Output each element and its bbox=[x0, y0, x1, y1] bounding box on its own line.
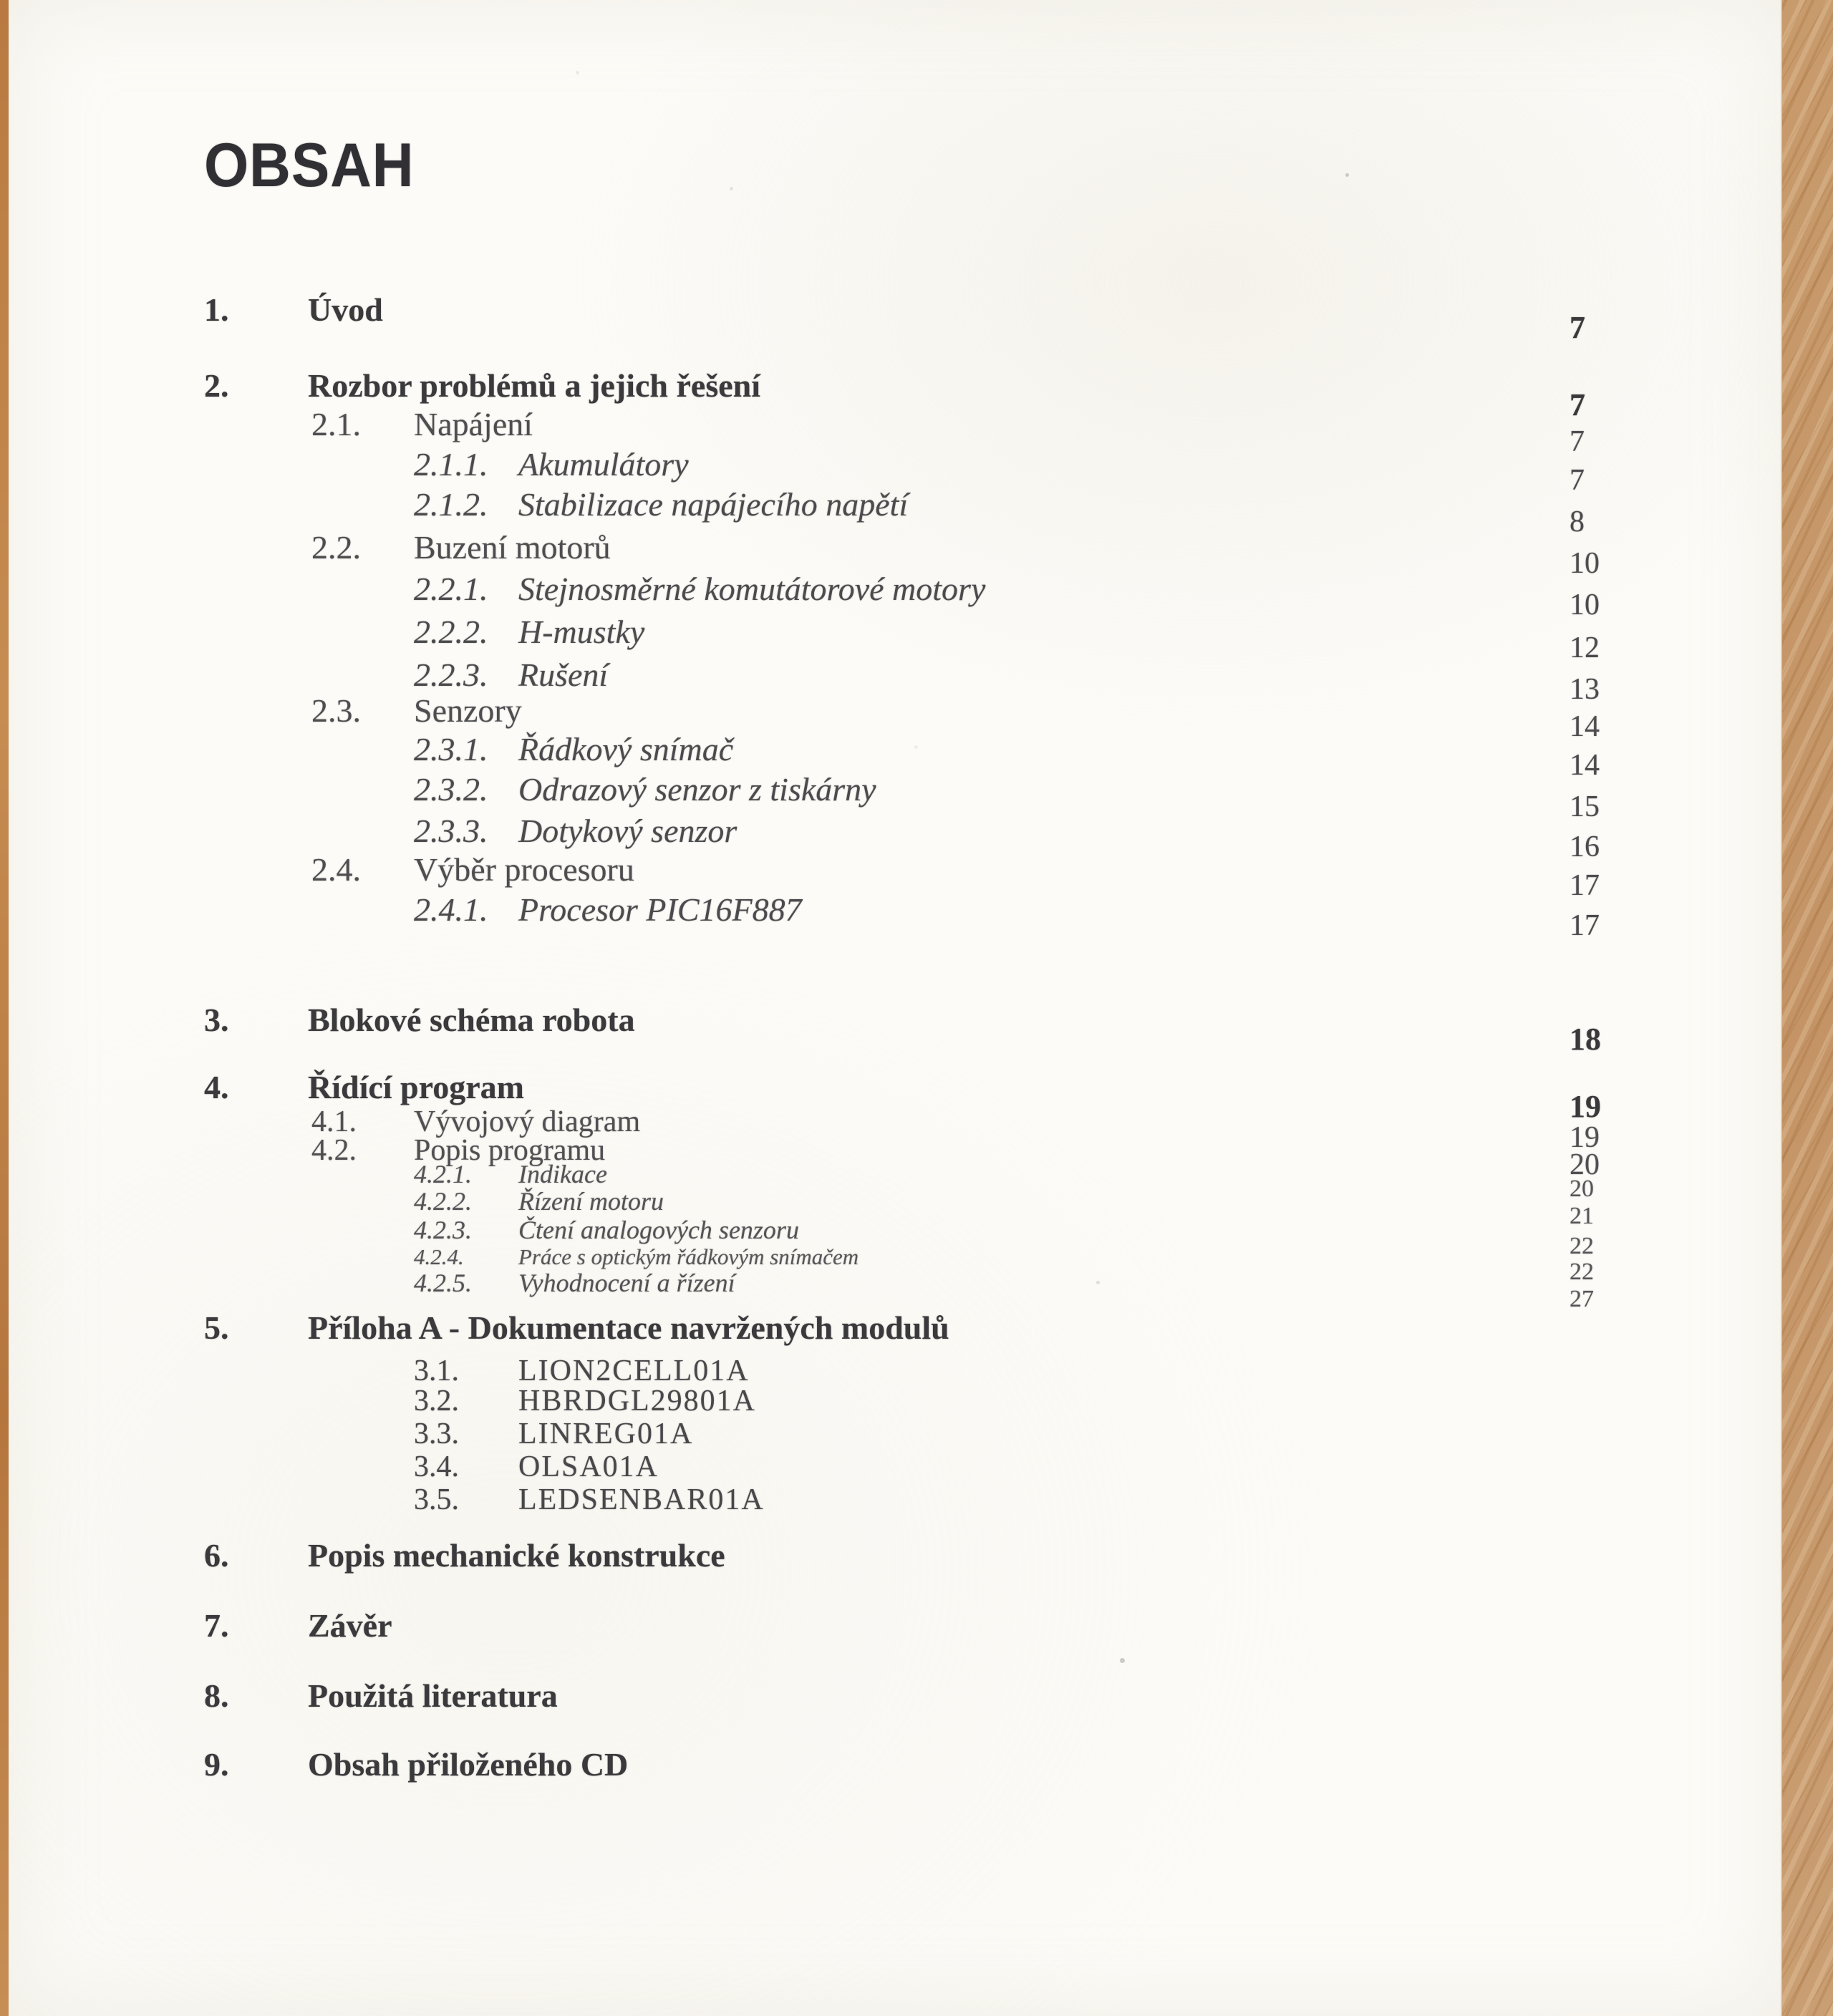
toc-entry-label: Práce s optickým řádkovým snímačem bbox=[518, 1244, 859, 1269]
toc-entry-label: Použitá literatura bbox=[308, 1677, 558, 1714]
toc-entry-page: 13 bbox=[1570, 673, 1600, 706]
toc-entry-number: 2.1.2. bbox=[414, 486, 488, 523]
toc-entry-page: 19 bbox=[1570, 1121, 1600, 1154]
toc-entry-label: Závěr bbox=[308, 1607, 392, 1644]
toc-entry-number: 2.2. bbox=[311, 529, 361, 566]
toc-entry-number: 4.2. bbox=[311, 1134, 357, 1167]
toc-entry-page: 17 bbox=[1570, 869, 1600, 902]
toc-entry-number: 9. bbox=[204, 1746, 229, 1783]
toc-entry-label: Akumulátory bbox=[518, 446, 689, 483]
toc-entry-label: Řádkový snímač bbox=[518, 731, 734, 767]
toc-entry-label: LION2CELL01A bbox=[518, 1354, 750, 1387]
toc-entry-page: 10 bbox=[1570, 547, 1600, 580]
toc-entry-number: 3.1. bbox=[414, 1354, 459, 1387]
toc-entry-number: 4.1. bbox=[311, 1105, 357, 1138]
page-title: OBSAH bbox=[204, 131, 415, 200]
toc-entry-label: LINREG01A bbox=[518, 1418, 694, 1450]
toc-entry-number: 4.2.4. bbox=[414, 1244, 464, 1269]
toc-entry-page: 20 bbox=[1570, 1148, 1600, 1181]
toc-entry-page: 7 bbox=[1570, 310, 1585, 345]
toc-entry-label: Obsah přiloženého CD bbox=[308, 1746, 629, 1783]
toc-entry-number: 2.1. bbox=[311, 406, 361, 442]
toc-entry-number: 4.2.5. bbox=[414, 1269, 472, 1297]
toc-entry-label: Výběr procesoru bbox=[414, 851, 634, 888]
toc-entry-number: 2.2.2. bbox=[414, 614, 488, 650]
toc-entry-number: 4.2.1. bbox=[414, 1160, 472, 1188]
toc-entry-page: 17 bbox=[1570, 909, 1600, 942]
toc-entry-page: 27 bbox=[1570, 1286, 1594, 1312]
toc-entry-number: 4.2.2. bbox=[414, 1187, 472, 1216]
toc-entry-label: Úvod bbox=[308, 291, 383, 328]
toc-entry-page: 19 bbox=[1570, 1089, 1601, 1124]
toc-entry-number: 4. bbox=[204, 1069, 229, 1105]
toc-entry-page: 14 bbox=[1570, 749, 1600, 782]
toc-entry-label: LEDSENBAR01A bbox=[518, 1483, 765, 1516]
toc-entry-page: 10 bbox=[1570, 588, 1600, 621]
toc-entry-label: Vývojový diagram bbox=[414, 1105, 641, 1138]
toc-entry-label: Rozbor problémů a jejich řešení bbox=[308, 367, 761, 404]
toc-entry-label: Příloha A - Dokumentace navržených modulů bbox=[308, 1309, 949, 1346]
toc-entry-label: HBRDGL29801A bbox=[518, 1385, 757, 1418]
toc-entry-number: 2.2.3. bbox=[414, 656, 488, 693]
toc-entry-label: Blokové schéma robota bbox=[308, 1002, 635, 1038]
toc-entry-number: 8. bbox=[204, 1677, 229, 1714]
toc-entry-page: 7 bbox=[1570, 464, 1585, 497]
toc-entry-number: 2.3.2. bbox=[414, 771, 488, 808]
toc-entry-page: 22 bbox=[1570, 1233, 1594, 1259]
toc-entry-number: 2.1.1. bbox=[414, 446, 488, 483]
toc-entry-label: OLSA01A bbox=[518, 1450, 659, 1483]
toc-entry-label: Popis programu bbox=[414, 1134, 606, 1167]
toc-entry-page: 7 bbox=[1570, 425, 1585, 458]
toc-entry-number: 4.2.3. bbox=[414, 1216, 472, 1244]
toc-entry-label: Buzení motorů bbox=[414, 529, 611, 566]
toc-entry-number: 2.4. bbox=[311, 851, 361, 888]
toc-entry-label: Vyhodnocení a řízení bbox=[518, 1269, 735, 1297]
toc-entry-page: 18 bbox=[1570, 1022, 1601, 1057]
toc-entry-number: 7. bbox=[204, 1607, 229, 1644]
toc-entry-page: 20 bbox=[1570, 1176, 1594, 1202]
toc-entry-number: 3. bbox=[204, 1002, 229, 1038]
toc-entry-label: Stejnosměrné komutátorové motory bbox=[518, 571, 986, 607]
toc-entry-label: Odrazový senzor z tiskárny bbox=[518, 771, 876, 808]
toc-entry-page: 7 bbox=[1570, 387, 1585, 422]
toc-entry-page: 16 bbox=[1570, 830, 1600, 863]
toc-entry-label: Rušení bbox=[518, 656, 609, 693]
toc-entry-number: 2.3. bbox=[311, 692, 361, 729]
toc-entry-page: 8 bbox=[1570, 505, 1585, 538]
toc-entry-number: 2.2.1. bbox=[414, 571, 488, 607]
toc-entry-label: H-mustky bbox=[518, 614, 645, 650]
toc-entry-label: Indikace bbox=[518, 1160, 607, 1188]
toc-entry-number: 3.4. bbox=[414, 1450, 459, 1483]
toc-entry-label: Dotykový senzor bbox=[518, 813, 737, 849]
toc-entry-page: 15 bbox=[1570, 790, 1600, 823]
toc-entry-label: Napájení bbox=[414, 406, 533, 442]
toc-entry-label: Řízení motoru bbox=[518, 1187, 664, 1216]
toc-entry-page: 22 bbox=[1570, 1259, 1594, 1285]
toc-entry-number: 6. bbox=[204, 1537, 229, 1574]
toc-entry-label: Stabilizace napájecího napětí bbox=[518, 486, 909, 523]
toc-entry-label: Řídící program bbox=[308, 1069, 524, 1105]
toc-entry-number: 2.4.1. bbox=[414, 891, 488, 928]
toc-entry-number: 3.2. bbox=[414, 1385, 459, 1418]
toc-entry-number: 3.3. bbox=[414, 1418, 459, 1450]
toc-entry-number: 2.3.3. bbox=[414, 813, 488, 849]
toc-entry-number: 1. bbox=[204, 291, 229, 328]
toc-entry-page: 12 bbox=[1570, 631, 1600, 664]
toc-entry-number: 5. bbox=[204, 1309, 229, 1346]
toc-entry-page: 14 bbox=[1570, 710, 1600, 743]
toc-entry-page: 21 bbox=[1570, 1203, 1594, 1229]
toc-entry-number: 2.3.1. bbox=[414, 731, 488, 767]
toc-entry-label: Popis mechanické konstrukce bbox=[308, 1537, 725, 1574]
toc-entry-label: Čtení analogových senzoru bbox=[518, 1216, 799, 1244]
toc-entry-label: Senzory bbox=[414, 692, 522, 729]
toc-entry-number: 2. bbox=[204, 367, 229, 404]
toc-entry-label: Procesor PIC16F887 bbox=[518, 891, 802, 928]
toc-entry-number: 3.5. bbox=[414, 1483, 459, 1516]
